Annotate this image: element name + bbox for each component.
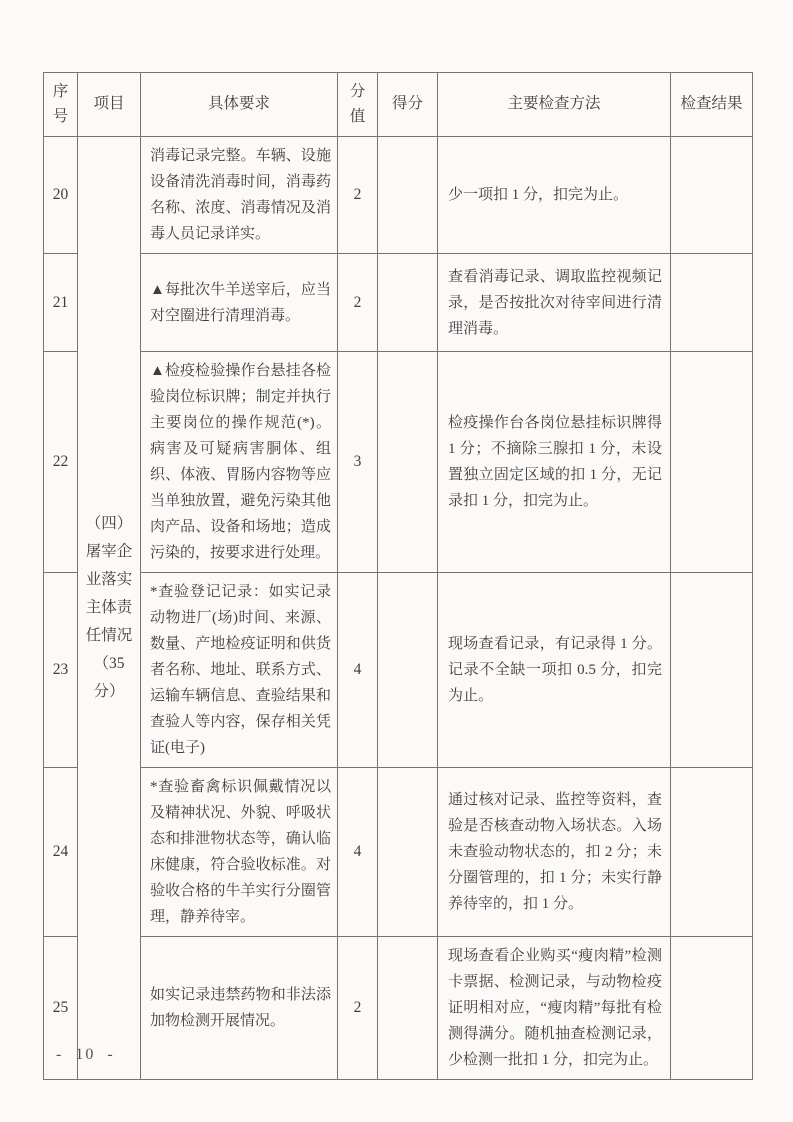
requirement-cell: *查验畜禽标识佩戴情况以及精神状况、外貌、呼吸状态和排泄物状态等，确认临床健康，符合验收标准。对验收合格的牛羊实行分圈管理，静养待宰。 (141, 768, 338, 937)
method-cell: 现场查看记录，有记录得 1 分。记录不全缺一项扣 0.5 分，扣完为止。 (438, 573, 671, 768)
score-value-cell: 4 (338, 573, 378, 768)
header-row-number: 序号 (44, 73, 78, 137)
table-row (44, 352, 753, 573)
earned-score-cell (378, 573, 438, 768)
requirement-cell: *查验登记记录：如实记录动物进厂(场)时间、来源、数量、产地检疫证明和供货者名称、地址、联系方式、运输车辆信息、查验结果和查验人等内容，保存相关凭证(电子) (141, 573, 338, 768)
requirement-cell: 消毒记录完整。车辆、设施设备清洗消毒时间，消毒药名称、浓度、消毒情况及消毒人员记录详实。 (141, 137, 338, 254)
earned-score-cell (378, 254, 438, 352)
score-value-cell: 2 (338, 937, 378, 1080)
table-row (44, 137, 753, 254)
score-value-cell: 2 (338, 137, 378, 254)
method-cell: 查看消毒记录、调取监控视频记录，是否按批次对待宰间进行清理消毒。 (438, 254, 671, 352)
score-value-cell: 4 (338, 768, 378, 937)
header-inspection-method: 主要检查方法 (438, 73, 671, 137)
category-cell (78, 137, 141, 1080)
row-number-cell: 24 (44, 768, 78, 937)
row-number-cell: 20 (44, 137, 78, 254)
method-cell: 检疫操作台各岗位悬挂标识牌得 1 分；不摘除三腺扣 1 分，未设置独立固定区域的扣 1 分，无记录扣 1 分，扣完为止。 (438, 352, 671, 573)
category-label: （四）屠宰企业落实主体责任情况（35分） (85, 515, 133, 700)
earned-score-cell (378, 137, 438, 254)
result-cell (671, 254, 753, 352)
earned-score-cell (378, 352, 438, 573)
table-header-row (44, 73, 753, 137)
earned-score-cell (378, 768, 438, 937)
header-project: 项目 (78, 73, 141, 137)
header-earned-score: 得分 (378, 73, 438, 137)
row-number-cell: 22 (44, 352, 78, 573)
result-cell (671, 937, 753, 1080)
header-inspection-result: 检查结果 (671, 73, 753, 137)
earned-score-cell (378, 937, 438, 1080)
table-row (44, 573, 753, 768)
method-cell: 少一项扣 1 分，扣完为止。 (438, 137, 671, 254)
row-number-cell: 25 (44, 937, 78, 1080)
header-requirement: 具体要求 (141, 73, 338, 137)
header-score-value: 分值 (338, 73, 378, 137)
table-row (44, 768, 753, 937)
method-cell: 通过核对记录、监控等资料，查验是否核查动物入场状态。入场未查验动物状态的，扣 2 分；未分圈管理的，扣 1 分；未实行静养待宰的，扣 1 分。 (438, 768, 671, 937)
result-cell (671, 768, 753, 937)
score-value-cell: 2 (338, 254, 378, 352)
row-number-cell: 23 (44, 573, 78, 768)
requirement-cell: ▲每批次牛羊送宰后，应当对空圈进行清理消毒。 (141, 254, 338, 352)
score-value-cell: 3 (338, 352, 378, 573)
table-row (44, 254, 753, 352)
page-number: - 10 - (56, 1046, 115, 1063)
table-row (44, 937, 753, 1080)
result-cell (671, 573, 753, 768)
row-number-cell: 21 (44, 254, 78, 352)
result-cell (671, 352, 753, 573)
requirement-cell: ▲检疫检验操作台悬挂各检验岗位标识牌；制定并执行主要岗位的操作规范(*)。病害及可疑病害胴体、组织、体液、胃肠内容物等应当单独放置，避免污染其他肉产品、设备和场地；造成污染的，按要求进行处理。 (141, 352, 338, 573)
requirement-cell: 如实记录违禁药物和非法添加物检测开展情况。 (141, 937, 338, 1080)
inspection-table (43, 72, 753, 1080)
result-cell (671, 137, 753, 254)
method-cell: 现场查看企业购买“瘦肉精”检测卡票据、检测记录，与动物检疫证明相对应，“瘦肉精”每批有检测得满分。随机抽查检测记录，少检测一批扣 1 分，扣完为止。 (438, 937, 671, 1080)
